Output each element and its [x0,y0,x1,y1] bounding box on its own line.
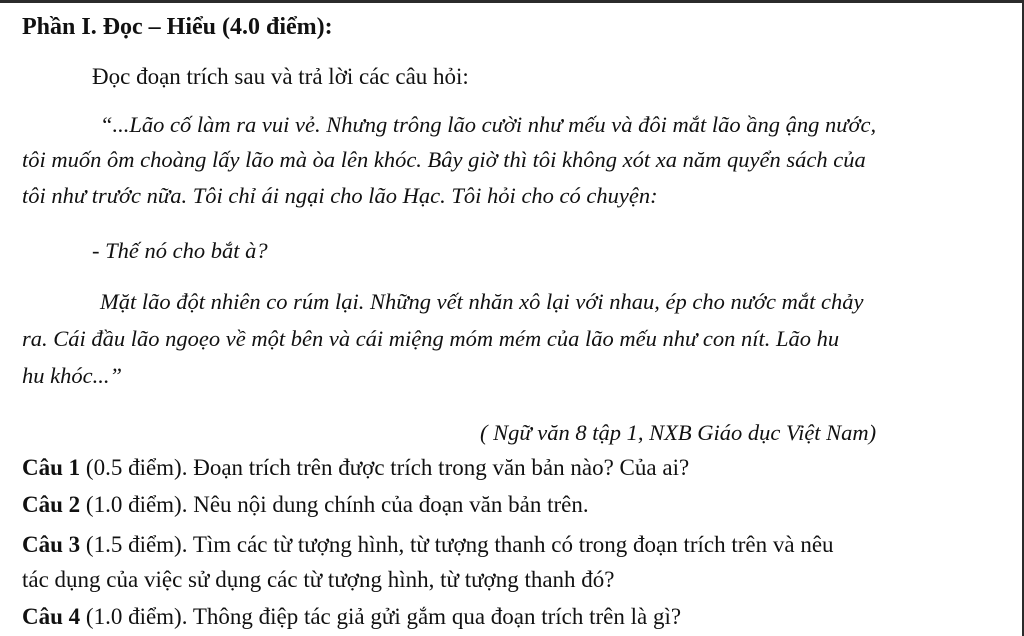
dialogue-line: - Thế nó cho bắt à? [92,238,268,263]
question-label: Câu 4 [22,604,81,629]
question-text: Tìm các từ tượng hình, từ tượng thanh có trong đoạn trích trên và nêu [192,532,834,557]
passage-line-6: hu khóc...” [22,363,122,388]
top-border [0,0,1024,3]
question-4 [22,602,681,632]
question-points: (0.5 điểm). [80,455,194,480]
question-label: Câu 3 [22,532,81,557]
passage-line-4: Mặt lão đột nhiên co rúm lại. Những vết nhăn xô lại với nhau, ép cho nước mắt chảy [100,289,864,314]
instruction: Đọc đoạn trích sau và trả lời các câu hỏi: [92,64,469,89]
question-text: Đoạn trích trên được trích trong văn bản nào? Của ai? [193,455,690,480]
question-1 [22,453,689,483]
section-title: Phần I. Đọc – Hiểu (4.0 điểm): [22,14,333,40]
question-points: (1.0 điểm). [80,604,193,629]
question-label: Câu 2 [22,492,81,517]
question-2 [22,490,589,520]
question-points: (1.5 điểm). [80,532,193,557]
question-text: Thông điệp tác giả gửi gắm qua đoạn trích trên là gì? [192,604,682,629]
question-3 [22,530,834,560]
question-text: Nêu nội dung chính của đoạn văn bản trên. [193,492,589,517]
source-citation: ( Ngữ văn 8 tập 1, NXB Giáo dục Việt Nam) [480,420,877,445]
passage-line-2: tôi muốn ôm choàng lấy lão mà òa lên khóc. Bây giờ thì tôi không xót xa năm quyển sách của [22,147,866,172]
question-3-continuation: tác dụng của việc sử dụng các từ tượng hình, từ tượng thanh đó? [22,567,615,592]
question-label: Câu 1 [22,455,81,480]
passage-line-5: ra. Cái đầu lão ngoẹo về một bên và cái miệng móm mém của lão mếu như con nít. Lão hu [22,326,840,351]
passage-line-1: “...Lão cố làm ra vui vẻ. Nhưng trông lão cười như mếu và đôi mắt lão ầng ậng nước, [100,112,877,137]
question-points: (1.0 điểm). [80,492,194,517]
passage-line-3: tôi như trước nữa. Tôi chỉ ái ngại cho lão Hạc. Tôi hỏi cho có chuyện: [22,183,658,208]
